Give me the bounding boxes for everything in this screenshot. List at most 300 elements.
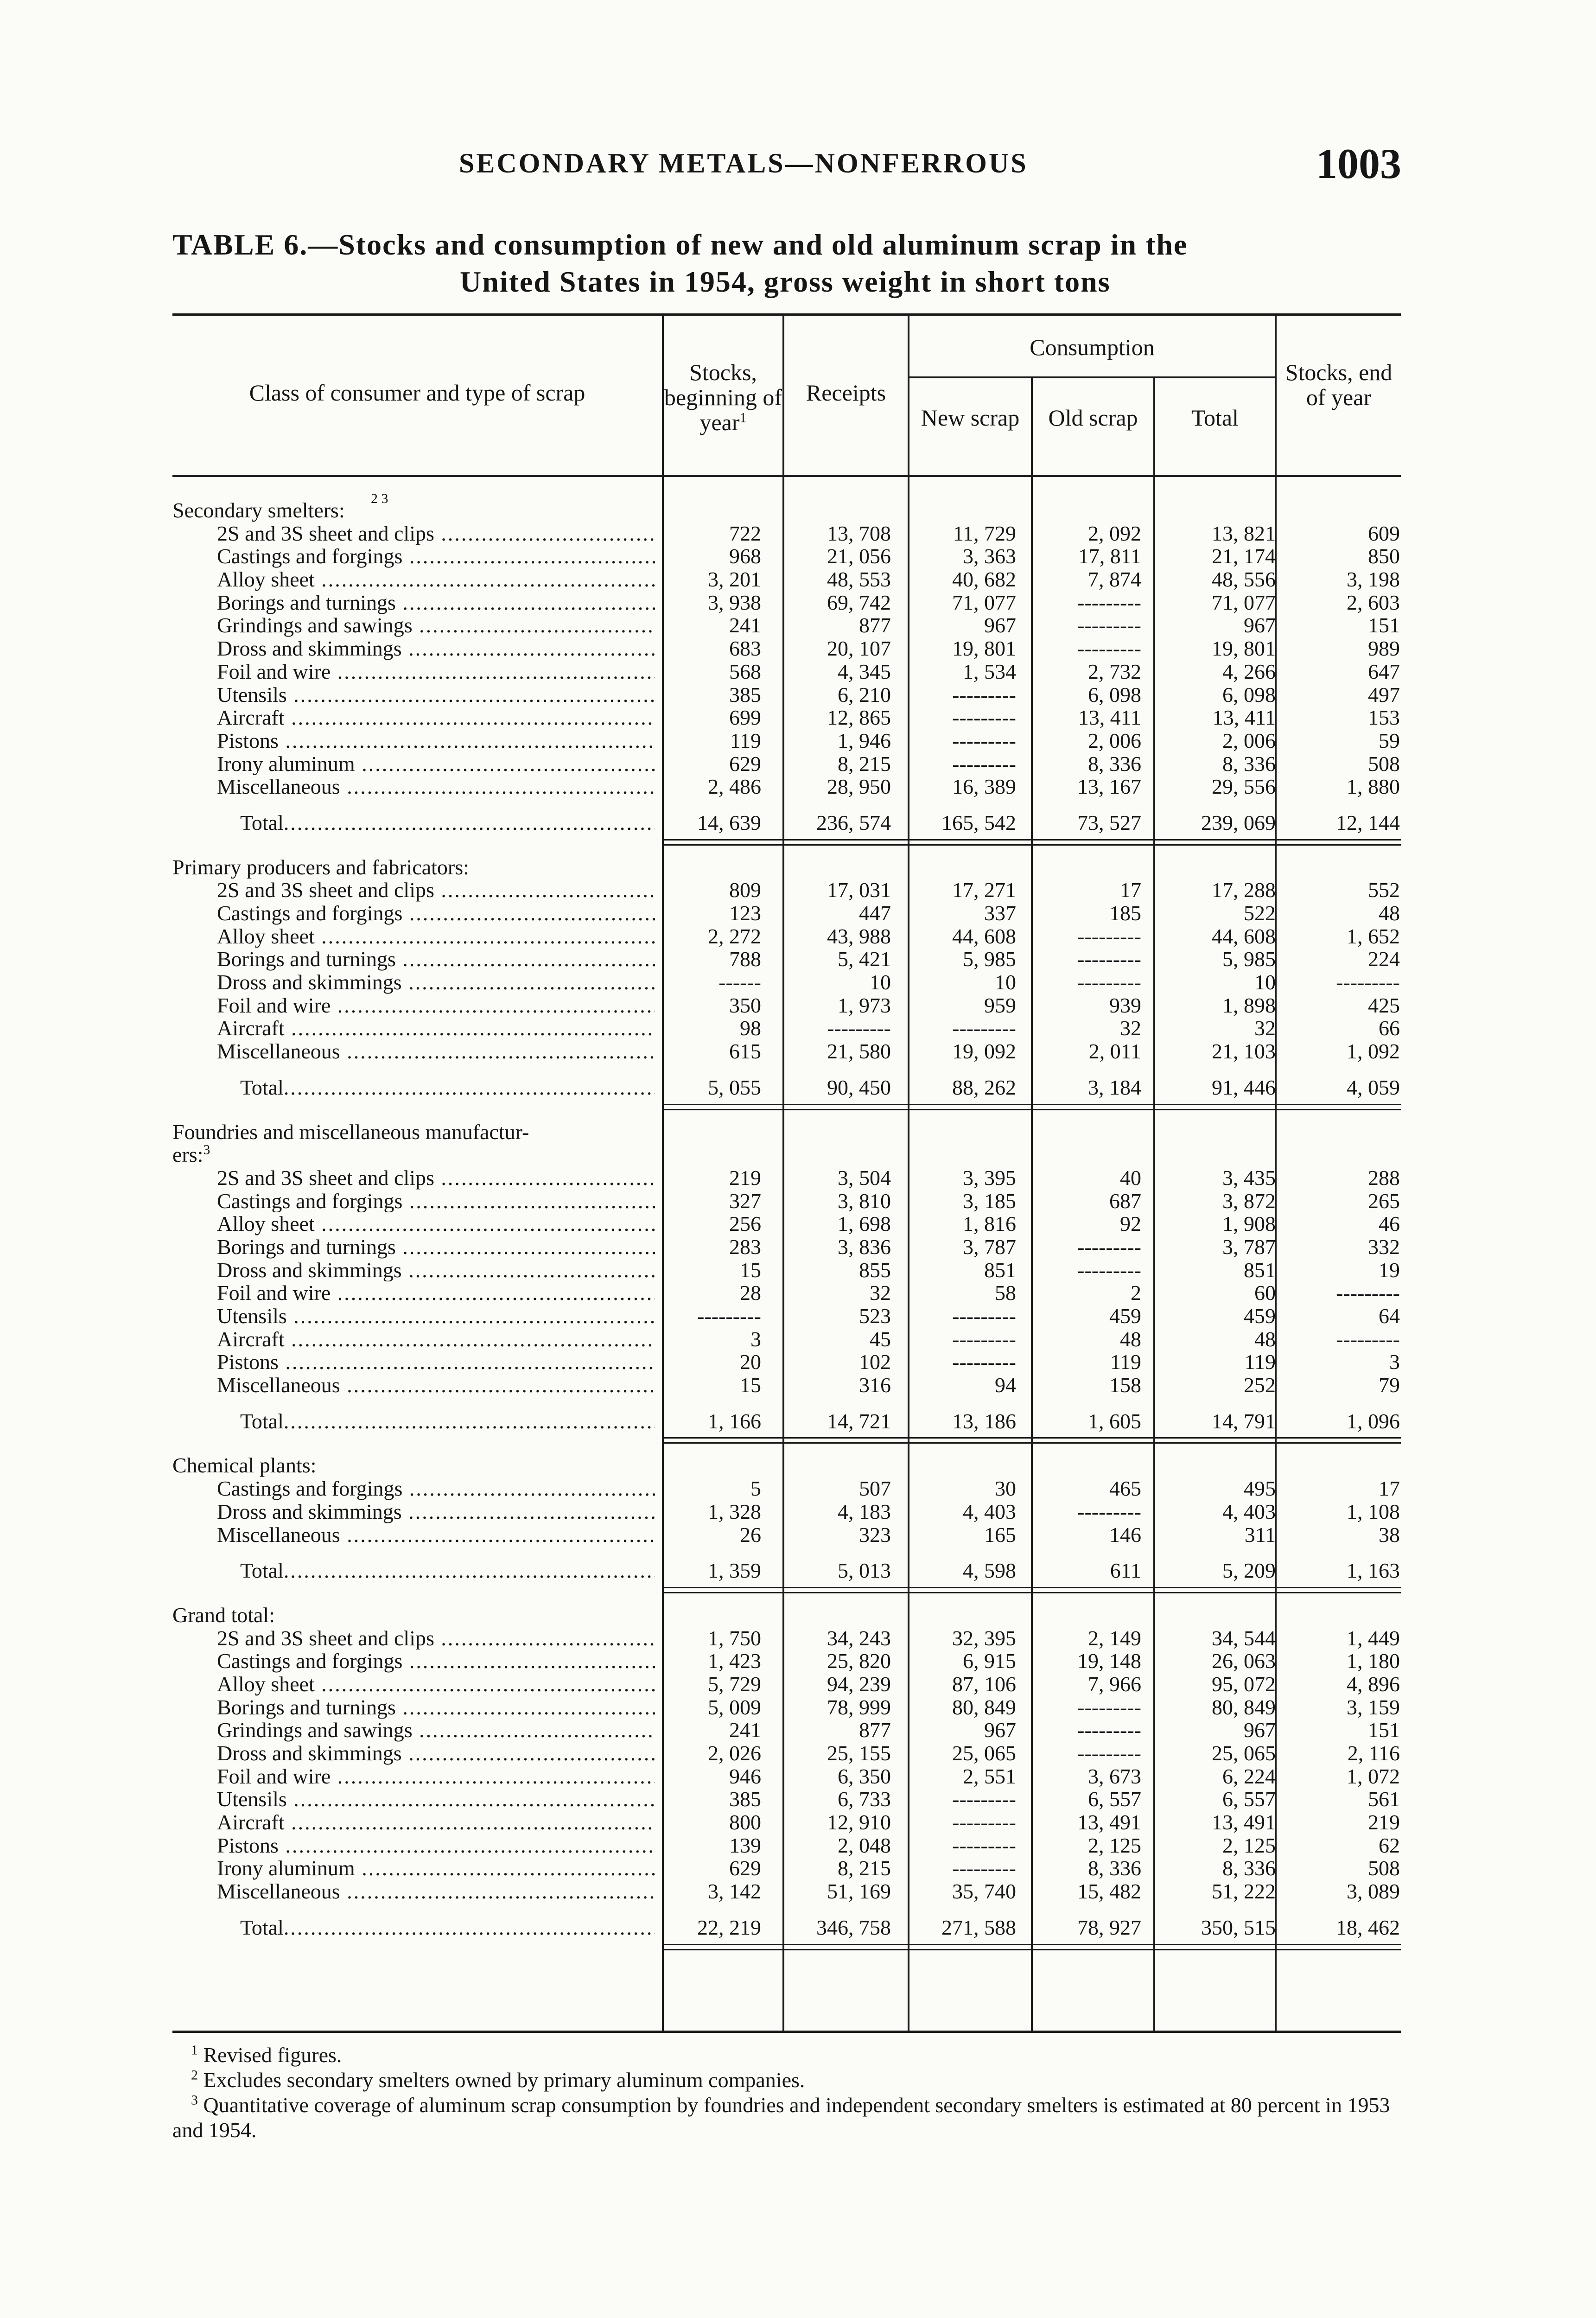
cell-value: 283 [729, 1235, 761, 1259]
cell-value: 119 [1244, 1350, 1276, 1374]
cell-value: 8, 215 [838, 751, 891, 776]
cell-value: 722 [729, 521, 761, 545]
row-label-text: Aircraft [217, 1327, 285, 1351]
header-stocks-end: Stocks, end of year [1285, 359, 1393, 410]
table-row [172, 729, 1401, 752]
table-row [172, 614, 1401, 637]
row-label [217, 1649, 655, 1673]
cell-value: 2, 732 [1088, 659, 1141, 683]
total-double-rule [664, 839, 1401, 846]
row-label-text: Foil and wire [217, 993, 331, 1017]
total-label-text: Total [240, 1409, 284, 1433]
row-label [217, 1235, 655, 1259]
cell-value: 123 [729, 901, 761, 925]
cell-value: 8, 336 [1088, 1856, 1141, 1880]
total-double-rule [664, 1944, 1401, 1950]
cell-value: 79 [1379, 1373, 1400, 1397]
cell-value: --------- [952, 1810, 1016, 1834]
cell-value: 87, 106 [952, 1672, 1016, 1696]
row-label-text: Foil and wire [217, 1764, 331, 1788]
row-label-text: Borings and turnings [217, 1695, 396, 1719]
footnote-text: Revised figures. [203, 2043, 342, 2067]
cell-value: 15, 482 [1077, 1879, 1141, 1904]
cell-value: --------- [952, 1327, 1016, 1351]
cell-value: 5, 009 [708, 1695, 761, 1719]
row-label [217, 637, 655, 660]
cell-value: 6, 915 [963, 1649, 1016, 1673]
row-label [217, 683, 655, 707]
header-class: Class of consumer and type of scrap [249, 380, 585, 406]
group-title-text: Primary producers and fabricators: [172, 855, 469, 879]
table-row [172, 994, 1401, 1017]
cell-value: 158 [1109, 1373, 1141, 1397]
cell-value: 7, 966 [1088, 1672, 1141, 1696]
cell-value: 4, 345 [838, 659, 891, 683]
cell-value: 507 [859, 1477, 891, 1501]
cell-value: --------- [1336, 970, 1400, 994]
table-row [172, 1523, 1401, 1547]
cell-value: --------- [1077, 947, 1141, 971]
cell-value: 29, 556 [1212, 775, 1276, 799]
total-value: 88, 262 [952, 1075, 1016, 1099]
group-title-line2: ers: [172, 1143, 203, 1166]
cell-value: 219 [729, 1165, 761, 1190]
row-label [217, 706, 655, 729]
cell-value: 28 [740, 1281, 761, 1305]
table-title-line1: TABLE 6.—Stocks and consumption of new and old aluminum scrap in the [172, 228, 1188, 261]
cell-value: 683 [729, 637, 761, 661]
row-label-text: Dross and skimmings [217, 1500, 402, 1523]
total-separator [172, 801, 1401, 811]
total-value: 236, 574 [816, 810, 891, 834]
cell-value: 967 [984, 1718, 1016, 1742]
table-row [172, 1259, 1401, 1282]
row-label-text: Dross and skimmings [217, 1742, 402, 1765]
footnote-1 [172, 2043, 1401, 2068]
row-label-text: Utensils [217, 683, 287, 707]
cell-value: 3 [1389, 1350, 1400, 1374]
row-label-text: 2S and 3S sheet and clips [217, 879, 434, 902]
row-label-text: Miscellaneous [217, 1523, 340, 1547]
cell-value: 17 [1120, 878, 1141, 902]
cell-value: 687 [1109, 1189, 1141, 1213]
cell-value: 32 [1120, 1016, 1141, 1040]
total-row [172, 1076, 1401, 1099]
cell-value: 11, 729 [953, 521, 1016, 545]
cell-value: 80, 849 [1212, 1695, 1276, 1719]
cell-value: 3, 810 [838, 1189, 891, 1213]
cell-value: 151 [1368, 1718, 1400, 1742]
table-row [172, 1719, 1401, 1742]
table-row [172, 902, 1401, 925]
total-separator [172, 1906, 1401, 1916]
table-row [172, 545, 1401, 568]
total-value: 4, 059 [1347, 1075, 1400, 1099]
cell-value: 28, 950 [827, 775, 891, 799]
cell-value: 7, 874 [1088, 567, 1141, 592]
row-label [217, 1627, 655, 1650]
cell-value: 13, 411 [1078, 706, 1141, 730]
cell-value: 256 [729, 1212, 761, 1236]
row-label-text: Foil and wire [217, 660, 331, 683]
total-label-text: Total [240, 1916, 284, 1939]
cell-value: 800 [729, 1810, 761, 1834]
cell-value: 561 [1368, 1787, 1400, 1811]
cell-value: 615 [729, 1039, 761, 1063]
row-label [217, 1673, 655, 1696]
cell-value: 62 [1379, 1833, 1400, 1857]
table-title [172, 226, 1401, 300]
group-title-note: 3 [203, 1143, 210, 1158]
table-row [172, 706, 1401, 729]
total-value: 73, 527 [1077, 810, 1141, 834]
cell-value: 71, 077 [1212, 590, 1276, 614]
row-label-text: Pistons [217, 1834, 279, 1857]
group-title [172, 1121, 1401, 1144]
cell-value: 522 [1244, 901, 1276, 925]
cell-value: 8, 336 [1222, 751, 1276, 776]
table-row [172, 925, 1401, 948]
total-separator [172, 1066, 1401, 1076]
total-value: 1, 359 [708, 1559, 761, 1583]
header-stocks-begin-text: Stocks, beginning of year [664, 359, 782, 435]
cell-value: 3, 185 [963, 1189, 1016, 1213]
cell-value: 98 [740, 1016, 761, 1040]
cell-value: 153 [1368, 706, 1400, 730]
cell-value: 2, 006 [1222, 728, 1276, 752]
row-label-text: Miscellaneous [217, 1374, 340, 1397]
row-label [217, 1742, 655, 1765]
total-value: 1, 163 [1347, 1559, 1400, 1583]
table-row [172, 1673, 1401, 1696]
cell-value: 337 [984, 901, 1016, 925]
table-row [172, 1328, 1401, 1351]
cell-value: 850 [1368, 544, 1400, 568]
cell-value: 968 [729, 544, 761, 568]
table-row [172, 1166, 1401, 1190]
total-label [240, 1916, 655, 1939]
cell-value: --------- [952, 1787, 1016, 1811]
cell-value: 15 [740, 1373, 761, 1397]
table-row [172, 1040, 1401, 1063]
cell-value: 21, 580 [827, 1039, 891, 1063]
row-label-text: Dross and skimmings [217, 1258, 402, 1282]
cell-value: 48 [1254, 1327, 1276, 1351]
footnote-2 [172, 2068, 1401, 2093]
cell-value: 15 [740, 1258, 761, 1282]
cell-value: 629 [729, 751, 761, 776]
cell-value: 3, 673 [1088, 1764, 1141, 1788]
row-label [217, 522, 655, 545]
cell-value: 10 [995, 970, 1016, 994]
row-label [217, 775, 655, 798]
table-title-line2: United States in 1954, gross weight in short tons [460, 265, 1111, 298]
group-title-continued [172, 1143, 1401, 1166]
total-value: 5, 013 [838, 1559, 891, 1583]
row-label-text: Borings and turnings [217, 948, 396, 971]
cell-value: 2, 603 [1347, 590, 1400, 614]
total-label [240, 1410, 655, 1433]
cell-value: 139 [729, 1833, 761, 1857]
cell-value: --------- [1077, 1718, 1141, 1742]
group-title-text: Foundries and miscellaneous manufactur- [172, 1120, 529, 1144]
cell-value: 13, 167 [1077, 775, 1141, 799]
cell-value: 2, 272 [708, 924, 761, 948]
total-value: 346, 758 [816, 1915, 891, 1939]
total-double-rule [664, 1587, 1401, 1593]
header-bottom-rule [172, 475, 1401, 477]
cell-value: 877 [859, 1718, 891, 1742]
row-label-text: Alloy sheet [217, 924, 315, 948]
total-value: 78, 927 [1077, 1915, 1141, 1939]
group-title [172, 1454, 1401, 1477]
cell-value: 6, 557 [1222, 1787, 1276, 1811]
total-value: 18, 462 [1336, 1915, 1400, 1939]
row-label [217, 971, 655, 994]
row-label [217, 1190, 655, 1213]
row-label-text: Grindings and sawings [217, 614, 413, 637]
cell-value: 44, 608 [1212, 924, 1276, 948]
table-row [172, 1477, 1401, 1500]
cell-value: 48 [1120, 1327, 1141, 1351]
row-label-text: Pistons [217, 1350, 279, 1374]
cell-value: 26 [740, 1522, 761, 1547]
row-label-text: Irony aluminum [217, 752, 355, 776]
row-label-text: Foil and wire [217, 1281, 331, 1305]
row-label [217, 1719, 655, 1742]
consumption-rule [908, 376, 1275, 378]
row-label-text: Aircraft [217, 1811, 285, 1834]
cell-value: 2, 125 [1222, 1833, 1276, 1857]
header-new-scrap: New scrap [921, 405, 1020, 431]
cell-value: 19, 148 [1077, 1649, 1141, 1673]
cell-value: 25, 065 [952, 1741, 1016, 1765]
cell-value: 3, 872 [1222, 1189, 1276, 1213]
cell-value: 2, 116 [1347, 1741, 1400, 1765]
cell-value: 21, 103 [1212, 1039, 1276, 1063]
total-value: 14, 791 [1212, 1409, 1276, 1433]
total-value: 14, 639 [697, 810, 761, 834]
cell-value: 51, 169 [827, 1879, 891, 1904]
cell-value: 877 [859, 613, 891, 637]
cell-value: 6, 733 [838, 1787, 891, 1811]
cell-value: 967 [984, 613, 1016, 637]
cell-value: 3, 836 [838, 1235, 891, 1259]
cell-value: --------- [1077, 970, 1141, 994]
table-row [172, 1765, 1401, 1788]
total-value: 3, 184 [1088, 1075, 1141, 1099]
cell-value: 146 [1109, 1522, 1141, 1547]
header-total: Total [1191, 405, 1239, 431]
cell-value: 5, 985 [1222, 947, 1276, 971]
cell-value: 17, 271 [952, 878, 1016, 902]
cell-value: 13, 491 [1212, 1810, 1276, 1834]
table-row [172, 1017, 1401, 1040]
row-label [217, 1500, 655, 1523]
row-label [217, 568, 655, 591]
cell-value: 102 [859, 1350, 891, 1374]
cell-value: 323 [859, 1522, 891, 1547]
group-title-text [172, 1143, 655, 1166]
table-row [172, 1374, 1401, 1397]
cell-value: 21, 174 [1212, 544, 1276, 568]
cell-value: 30 [995, 1477, 1016, 1501]
cell-value: 4, 266 [1222, 659, 1276, 683]
cell-value: --------- [952, 682, 1016, 707]
cell-value: 2, 026 [708, 1741, 761, 1765]
cell-value: 6, 098 [1222, 682, 1276, 707]
row-label-text: Castings and forgings [217, 545, 403, 568]
row-label-text: 2S and 3S sheet and clips [217, 1166, 434, 1190]
cell-value: 4, 183 [838, 1499, 891, 1523]
cell-value: 3, 363 [963, 544, 1016, 568]
total-value: 4, 598 [963, 1559, 1016, 1583]
row-label [217, 1765, 655, 1788]
total-label [240, 811, 655, 834]
cell-value: 2, 125 [1088, 1833, 1141, 1857]
cell-value: 3, 089 [1347, 1879, 1400, 1904]
page-number: 1003 [1316, 140, 1401, 187]
cell-value: --------- [952, 1833, 1016, 1857]
cell-value: --------- [952, 1350, 1016, 1374]
cell-value: 58 [995, 1281, 1016, 1305]
row-label-text: Castings and forgings [217, 1189, 403, 1213]
cell-value: 967 [1244, 613, 1276, 637]
cell-value: 64 [1379, 1304, 1400, 1328]
cell-value: 1, 698 [838, 1212, 891, 1236]
cell-value: 32 [870, 1281, 891, 1305]
cell-value: 13, 411 [1212, 706, 1276, 730]
cell-value: --------- [1077, 924, 1141, 948]
cell-value: 5 [750, 1477, 761, 1501]
cell-value: 40, 682 [952, 567, 1016, 592]
total-value: 1, 605 [1088, 1409, 1141, 1433]
row-label [217, 1477, 655, 1500]
cell-value: 3, 201 [708, 567, 761, 592]
cell-value: 1, 108 [1347, 1499, 1400, 1523]
cell-value: 2, 149 [1088, 1626, 1141, 1650]
table-row [172, 1649, 1401, 1673]
cell-value: 1, 449 [1347, 1626, 1400, 1650]
group-title [172, 1604, 1401, 1627]
cell-value: ------ [719, 970, 761, 994]
cell-value: --------- [1336, 1281, 1400, 1305]
row-label [217, 1281, 655, 1305]
cell-value: 13, 821 [1212, 521, 1276, 545]
cell-value: 1, 750 [708, 1626, 761, 1650]
row-label [217, 1350, 655, 1374]
total-value: 14, 721 [827, 1409, 891, 1433]
total-row [172, 1559, 1401, 1582]
cell-value: 71, 077 [952, 590, 1016, 614]
row-label [217, 1259, 655, 1282]
row-label [217, 1523, 655, 1547]
table-row [172, 1627, 1401, 1650]
row-label-text: Alloy sheet [217, 1672, 315, 1696]
cell-value: 6, 210 [838, 682, 891, 707]
cell-value: 21, 056 [827, 544, 891, 568]
table-row [172, 971, 1401, 994]
row-label [217, 1374, 655, 1397]
total-row [172, 1916, 1401, 1939]
total-value: 91, 446 [1212, 1075, 1276, 1099]
cell-value: --------- [697, 1304, 761, 1328]
cell-value: 25, 065 [1212, 1741, 1276, 1765]
cell-value: 69, 742 [827, 590, 891, 614]
total-separator [172, 1549, 1401, 1559]
row-label-text: Borings and turnings [217, 1235, 396, 1259]
row-label [217, 729, 655, 752]
footnote-mark: 1 [191, 2042, 198, 2058]
row-label-text: Castings and forgings [217, 902, 403, 925]
cell-value: 35, 740 [952, 1879, 1016, 1904]
row-label-text: Grindings and sawings [217, 1719, 413, 1742]
total-label [240, 1076, 655, 1099]
cell-value: 1, 423 [708, 1649, 761, 1673]
cell-value: 447 [859, 901, 891, 925]
cell-value: 465 [1109, 1477, 1141, 1501]
cell-value: 3, 787 [1222, 1235, 1276, 1259]
row-label-text: Castings and forgings [217, 1649, 403, 1673]
cell-value: 809 [729, 878, 761, 902]
cell-value: 241 [729, 613, 761, 637]
cell-value: 851 [984, 1258, 1016, 1282]
cell-value: 265 [1368, 1189, 1400, 1213]
table-row [172, 637, 1401, 660]
cell-value: 552 [1368, 878, 1400, 902]
total-value: 350, 515 [1201, 1915, 1276, 1939]
cell-value: 38 [1379, 1522, 1400, 1547]
row-label [217, 1328, 655, 1351]
cell-value: 2, 486 [708, 775, 761, 799]
cell-value: 2 [1131, 1281, 1141, 1305]
group-title-text: Chemical plants: [172, 1454, 317, 1477]
cell-value: --------- [1077, 637, 1141, 661]
cell-value: --------- [952, 1016, 1016, 1040]
footnote-text: Excludes secondary smelters owned by primary aluminum companies. [203, 2068, 805, 2092]
row-label-text: Aircraft [217, 706, 285, 729]
cell-value: --------- [1077, 1695, 1141, 1719]
row-label [217, 614, 655, 637]
row-label [217, 948, 655, 971]
cell-value: 647 [1368, 659, 1400, 683]
cell-value: 10 [1254, 970, 1276, 994]
cell-value: 165 [984, 1522, 1016, 1547]
row-label [217, 660, 655, 683]
cell-value: 425 [1368, 993, 1400, 1017]
cell-value: 5, 985 [963, 947, 1016, 971]
header-footnote-mark: 1 [739, 410, 747, 426]
total-value: 239, 069 [1201, 810, 1276, 834]
total-value: 1, 166 [708, 1409, 761, 1433]
cell-value: 855 [859, 1258, 891, 1282]
cell-value: 385 [729, 682, 761, 707]
group-title-text: Secondary smelters: [172, 499, 345, 522]
cell-value: 1, 898 [1222, 993, 1276, 1017]
cell-value: 5, 421 [838, 947, 891, 971]
row-label-text: Alloy sheet [217, 568, 315, 591]
cell-value: --------- [1077, 1741, 1141, 1765]
cell-value: 40 [1120, 1165, 1141, 1190]
row-label [217, 925, 655, 948]
cell-value: 252 [1244, 1373, 1276, 1397]
cell-value: 609 [1368, 521, 1400, 545]
cell-value: 94 [995, 1373, 1016, 1397]
row-label-text: Miscellaneous [217, 1040, 340, 1063]
cell-value: --------- [1077, 1235, 1141, 1259]
cell-value: 16, 389 [952, 775, 1016, 799]
row-label [217, 1834, 655, 1857]
